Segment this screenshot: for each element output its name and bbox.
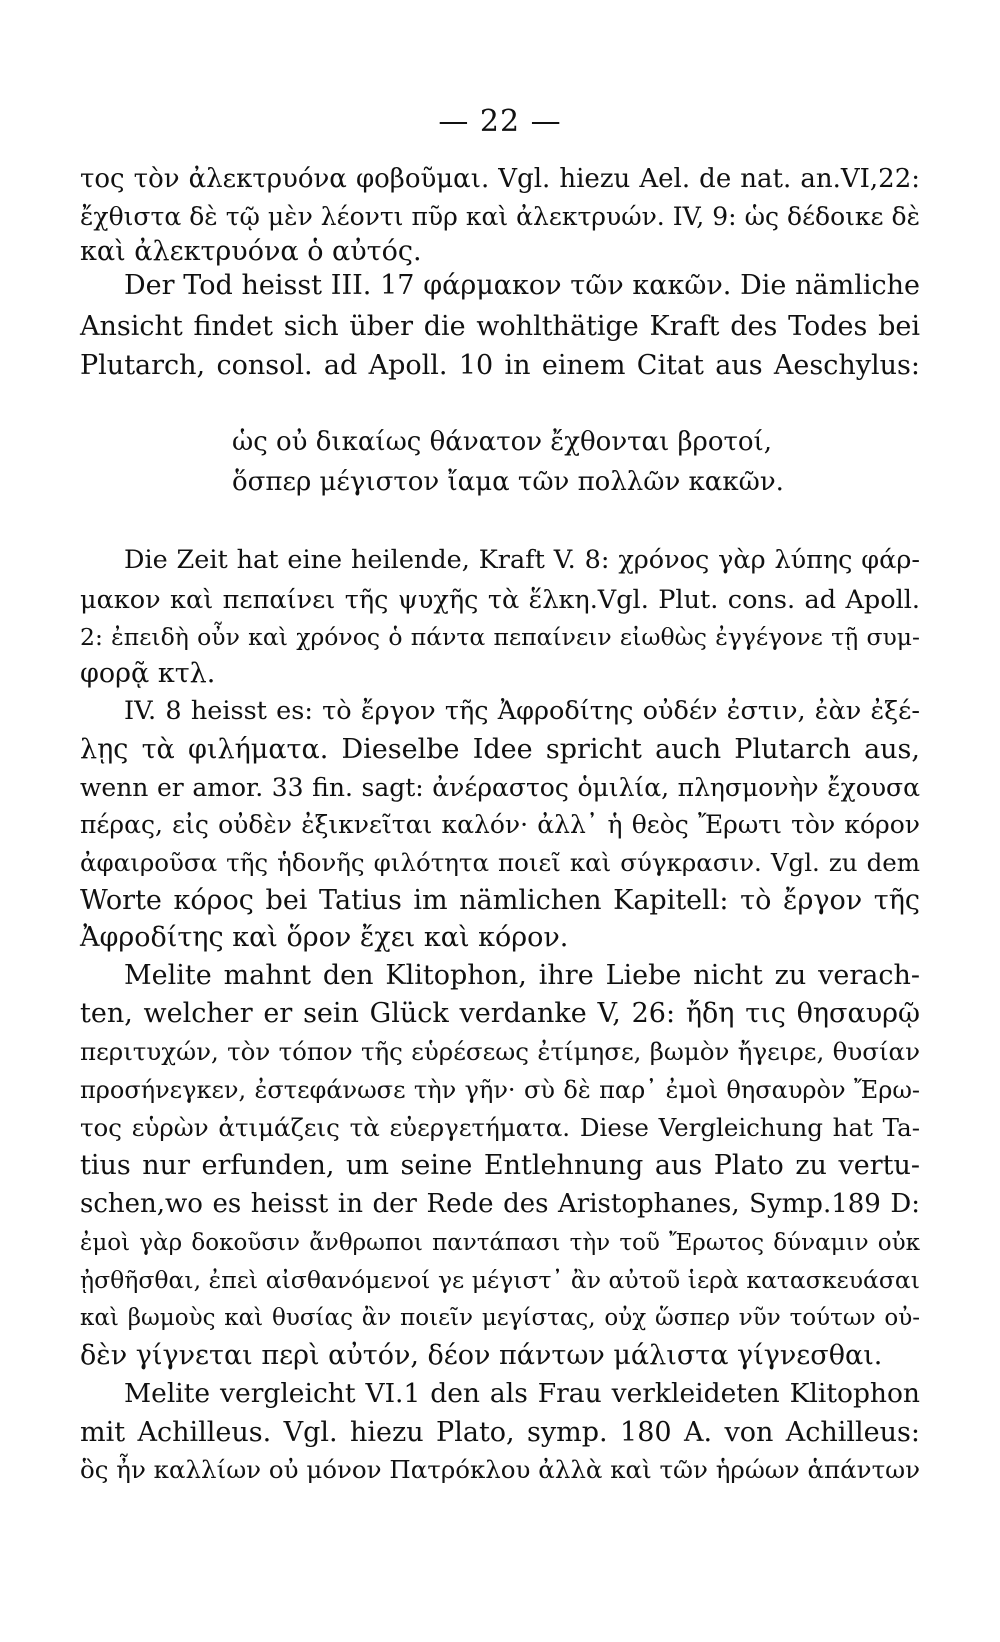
text-line: IV. 8 heisst es: τὸ ἔργον τῆς Ἀφροδίτης οὐδέν ἐστιν, ἐὰν ἐξέ- xyxy=(124,696,920,726)
text-line: mit Achilleus. Vgl. hiezu Plato, symp. 180 A. von Achilleus: xyxy=(80,1417,920,1448)
text-line: μακον καὶ πεπαίνει τῆς ψυχῆς τὰ ἕλκη.Vgl. Plut. cons. ad Apoll. xyxy=(80,585,920,615)
text-line: ὃς ἦν καλλίων οὐ μόνον Πατρόκλου ἀλλὰ καὶ τῶν ἡρώων ἁπάντων xyxy=(80,1455,920,1484)
text-line: δὲν γίγνεται περὶ αὐτόν, δέον πάντων μάλιστα γίγνεσθαι. xyxy=(80,1340,883,1371)
text-line: tius nur erfunden, um seine Entlehnung aus Plato zu vertu- xyxy=(80,1150,920,1181)
text-line: ᾐσθῆσθαι, ἐπεὶ αἰσθανόμενοί γε μέγιστ᾽ ἂν αὐτοῦ ἱερὰ κατασκευάσαι xyxy=(80,1266,920,1294)
text-line: ten, welcher er sein Glück verdanke V, 26: ἤδη τις θησαυρῷ xyxy=(80,998,920,1029)
text-line: Worte κόρος bei Tatius im nämlichen Kapitell: τὸ ἔργον τῆς xyxy=(80,885,920,916)
text-line: πέρας, εἰς οὐδὲν ἐξικνεῖται καλόν· ἀλλ᾽ ἡ θεὸς Ἔρωτι τὸν κόρον xyxy=(80,810,920,839)
text-line: Die Zeit hat eine heilende, Kraft V. 8: χρόνος γὰρ λύπης φάρ- xyxy=(124,545,920,575)
quote-line: ὡς οὐ δικαίως θάνατον ἔχθονται βροτοί, xyxy=(232,427,772,457)
text-line: λῃς τὰ φιλήματα. Dieselbe Idee spricht auch Plutarch aus, xyxy=(80,734,920,765)
text-line: Plutarch, consol. ad Apoll. 10 in einem Citat aus Aeschylus: xyxy=(80,350,920,381)
text-line: προσήνεγκεν, ἐστεφάνωσε τὴν γῆν· σὺ δὲ παρ᾽ ἐμοὶ θησαυρὸν Ἔρω- xyxy=(80,1076,920,1104)
text-line: ἔχθιστα δὲ τῷ μὲν λέοντι πῦρ καὶ ἀλεκτρυών. IV, 9: ὡς δέδοικε δὲ xyxy=(80,202,920,231)
text-line: wenn er amor. 33 fin. sagt: ἀνέραστος ὁμιλία, πλησμονὴν ἔχουσα xyxy=(80,773,920,802)
text-line: φορᾷ κτλ. xyxy=(80,658,216,689)
text-line: Melite mahnt den Klitophon, ihre Liebe nicht zu verach- xyxy=(124,960,920,991)
text-line: Ansicht findet sich über die wohlthätige Kraft des Todes bei xyxy=(80,311,920,342)
text-line: καὶ βωμοὺς καὶ θυσίας ἂν ποιεῖν μεγίστας, οὐχ ὥσπερ νῦν τούτων οὐ- xyxy=(80,1305,920,1331)
text-line: Ἀφροδίτης καὶ ὅρον ἔχει καὶ κόρον. xyxy=(80,922,569,953)
page-number: — 22 — xyxy=(438,104,562,139)
text-line: καὶ ἀλεκτρυόνα ὁ αὐτός. xyxy=(80,236,422,267)
text-line: 2: ἐπειδὴ οὖν καὶ χρόνος ὁ πάντα πεπαίνειν εἰωθὼς ἐγγέγονε τῇ συμ- xyxy=(80,623,920,651)
text-line: ἐμοὶ γὰρ δοκοῦσιν ἄνθρωποι παντάπασι τὴν τοῦ Ἔρωτος δύναμιν οὐκ xyxy=(80,1230,920,1256)
text-line: τος τὸν ἀλεκτρυόνα φοβοῦμαι. Vgl. hiezu Ael. de nat. an.VI,22: xyxy=(80,164,920,194)
text-line: ἀφαιροῦσα τῆς ἡδονῆς φιλότητα ποιεῖ καὶ σύγκρασιν. Vgl. zu dem xyxy=(80,848,920,877)
text-line: schen,wo es heisst in der Rede des Aristophanes, Symp.189 D: xyxy=(80,1189,920,1219)
quote-line: ὅσπερ μέγιστον ἴαμα τῶν πολλῶν κακῶν. xyxy=(232,467,784,497)
text-line: Der Tod heisst III. 17 φάρμακον τῶν κακῶν. Die nämliche xyxy=(124,270,920,301)
text-line: Melite vergleicht VI.1 den als Frau verkleideten Klitophon xyxy=(124,1378,920,1409)
text-line: τος εὑρὼν ἀτιμάζεις τὰ εὐεργετήματα. Diese Vergleichung hat Ta- xyxy=(80,1113,920,1142)
text-line: περιτυχών, τὸν τόπον τῆς εὑρέσεως ἐτίμησε, βωμὸν ἤγειρε, θυσίαν xyxy=(80,1037,920,1066)
